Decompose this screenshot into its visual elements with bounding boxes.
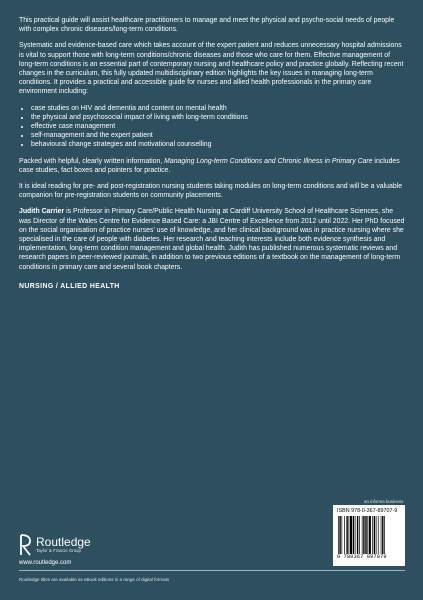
summary-paragraph — [19, 157, 405, 175]
publisher-name: Routledge — [36, 535, 91, 549]
informa-tagline: an informa business — [364, 499, 404, 504]
publisher-text — [36, 536, 91, 554]
barcode-panel — [333, 505, 405, 566]
publisher-logo — [18, 533, 91, 557]
isbn-label: ISBN 978-0-367-89707-9 — [337, 508, 398, 514]
publisher-url[interactable]: www.routledge.com — [19, 560, 72, 566]
features-list — [19, 104, 405, 150]
back-cover-text — [19, 16, 405, 291]
feature-item: • case studies on HIV and dementia and content on mental health — [31, 104, 405, 113]
feature-item: • behavioural change strategies and motivational counselling — [31, 140, 405, 149]
feature-item: • effective case management — [31, 122, 405, 131]
barcode-digits: 9 780367 897079 — [337, 554, 387, 560]
summary-tail: includes case studies, fact boxes and pointers for practice. — [19, 157, 400, 174]
footer-divider — [19, 570, 405, 571]
feature-item: • self-management and the expert patient — [31, 131, 405, 140]
summary-lead: Packed with helpful, clearly written information, — [19, 157, 165, 165]
ebook-footnote: Routledge titles are available as eBook editions in a range of digital formats — [19, 577, 170, 582]
routledge-logo-icon — [18, 533, 32, 557]
author-name: Judith Carrier — [19, 208, 65, 216]
publisher-group: Taylor & Francis Group — [36, 548, 81, 553]
feature-item: • the physical and psychosocial impact of living with long-term conditions — [31, 113, 405, 122]
book-title: Managing Long-term Conditions and Chronic Illness in Primary Care — [164, 157, 373, 165]
audience-paragraph: It is ideal reading for pre- and post-registration nursing students taking modules on long-term conditions and will be a valuable companion for pre-registration students on community placements. — [19, 183, 403, 200]
author-bio-text: is Professor in Primary Care/Public Health Nursing at Cardiff University School of Healthcare Sciences, she was Director of the Wales Centre for Evidence Based Care: a JBI Centre of Excellence from 2012 until 2022. Her PhD focused on the social organisation of practice nurses' use of knowledge, and her clinical background was in practice nursing where she specialised in the care of people with diabetes. Her research and teaching interests include both evidence synthesis and implementation, long-term condition management and global health. Judith has published numerous systematic reviews and research papers in peer-reviewed journals, in addition to two previous editions of a textbook on the management of long-term conditions in primary care and several book chapters. — [19, 208, 405, 271]
author-bio — [19, 207, 405, 271]
description-paragraph: Systematic and evidence-based care which takes account of the expert patient and reduces unnecessary hospital admissions is vital to support those with long-term conditions/chronic diseases and those who care for them. Effective management of long-term conditions is an essential part of contemporary nursing and healthcare policy and practice globally. Reflecting recent changes in the curriculum, this fully updated multidisciplinary edition highlights the key issues in managing long-term conditions. It provides a practical and accessible guide for nurses and allied health professionals in the primary care environment including: — [19, 42, 404, 96]
subject-category: NURSING / ALLIED HEALTH — [19, 282, 120, 290]
intro-paragraph: This practical guide will assist healthcare practitioners to manage and meet the physical and psycho-social needs of people with complex chronic diseases/long-term conditions. — [19, 17, 395, 34]
barcode-icon — [337, 516, 401, 554]
